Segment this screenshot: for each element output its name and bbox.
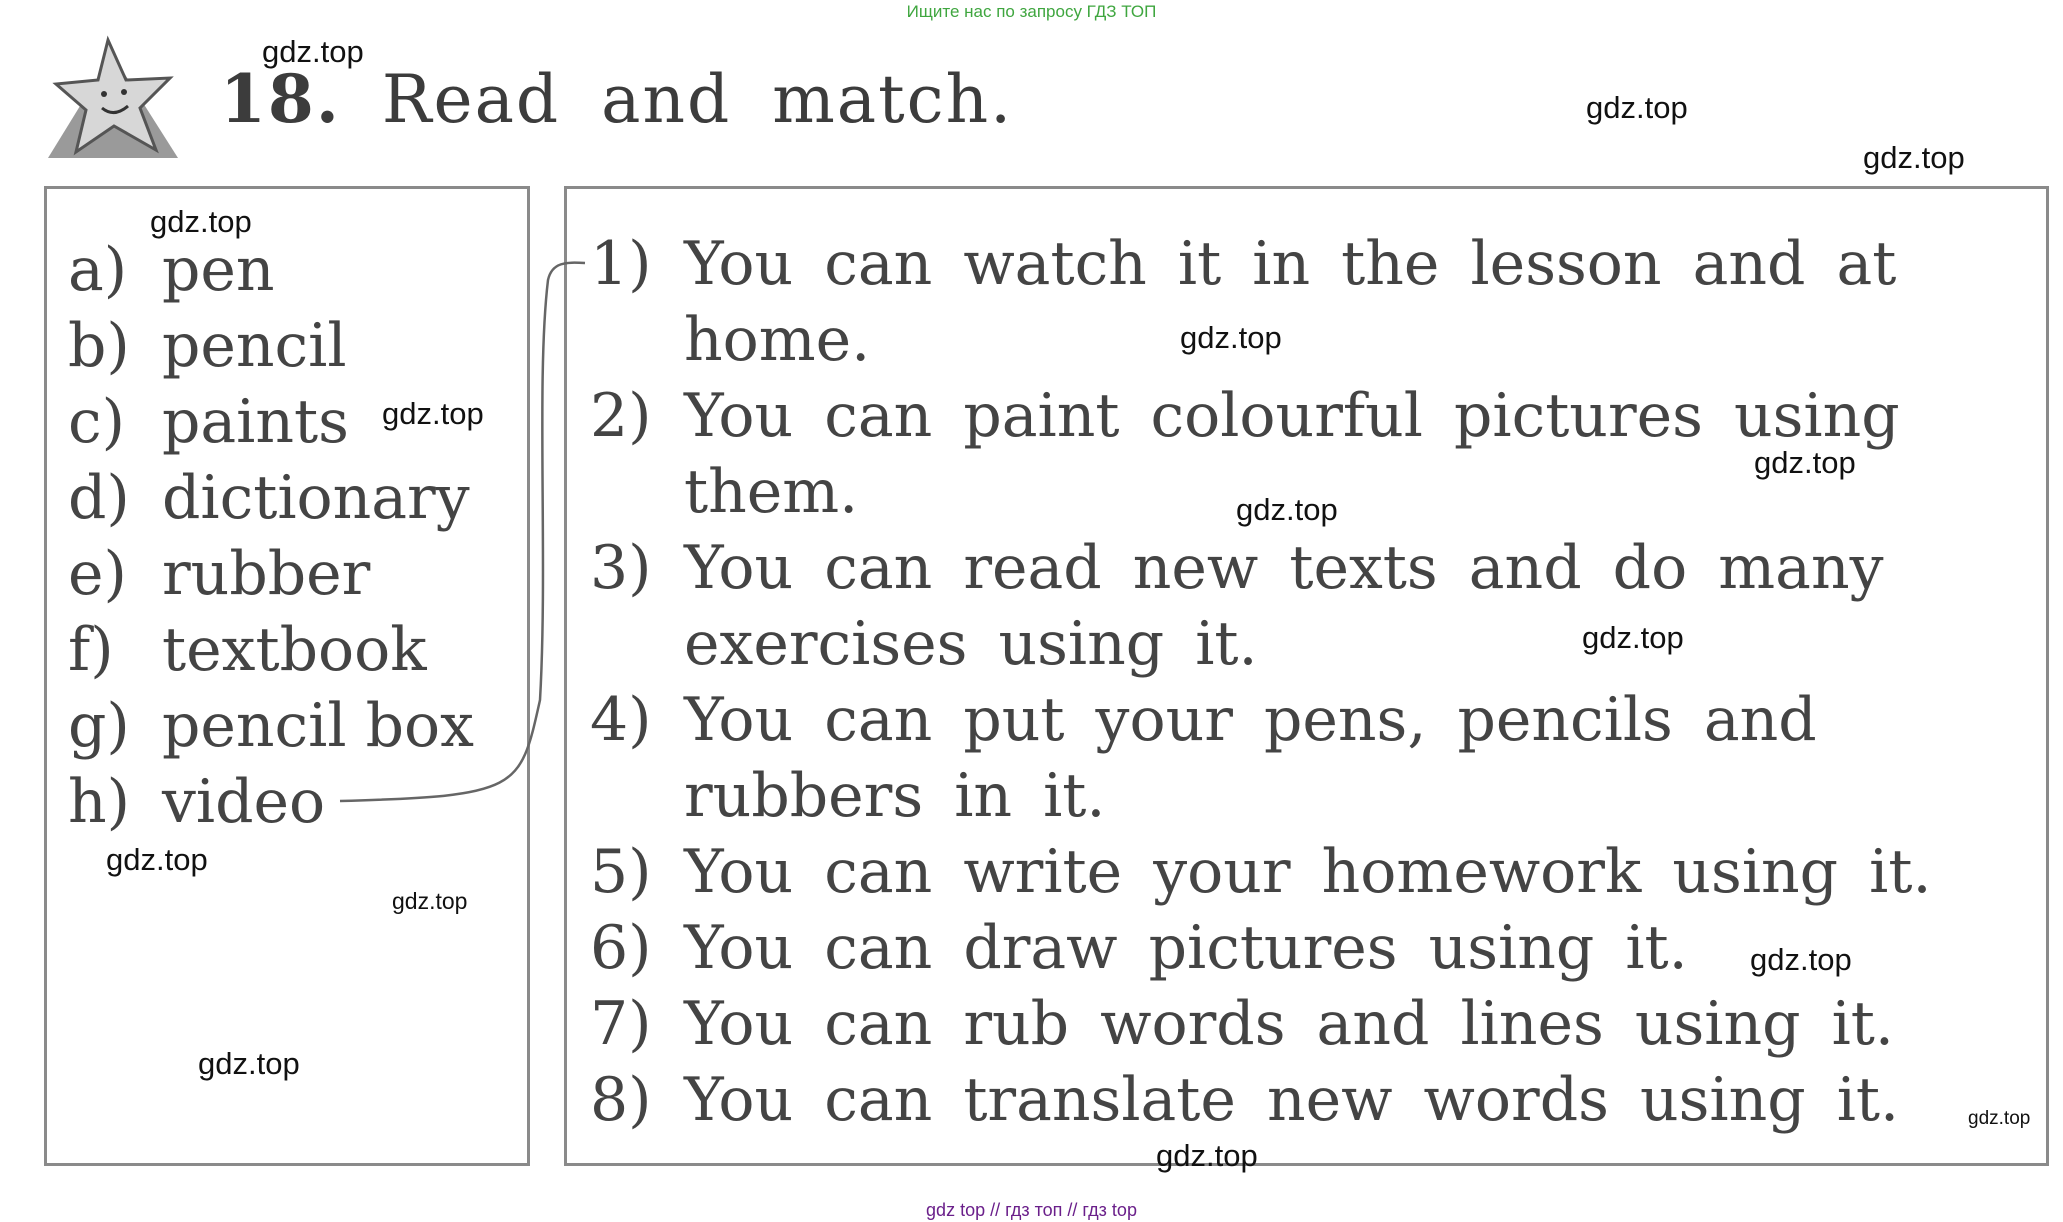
list-item: b) pencil — [68, 311, 347, 381]
list-item: 6) You can draw pictures using it. — [590, 913, 1688, 983]
list-item: f) textbook — [68, 615, 427, 685]
list-item: a) pen — [68, 235, 275, 305]
watermark: gdz.top — [1750, 942, 1852, 977]
list-item: 2) You can paint colourful pictures using them. — [590, 381, 1900, 527]
list-item: 8) You can translate new words using it. — [590, 1065, 1900, 1135]
watermark: gdz.top — [1863, 140, 1965, 175]
watermark: gdz.top — [1156, 1138, 1258, 1173]
exercise-heading: Read and match. — [381, 61, 1014, 138]
exercise-title — [220, 60, 1013, 138]
watermark: gdz.top — [1586, 90, 1688, 125]
exercise-number: 18. — [220, 60, 341, 138]
list-item: e) rubber — [68, 539, 371, 609]
list-item: 3) You can read new texts and do many exercises using it. — [590, 533, 1884, 679]
watermark: gdz.top — [198, 1046, 300, 1081]
list-item: h) video — [68, 767, 326, 837]
list-item: 7) You can rub words and lines using it. — [590, 989, 1894, 1059]
list-item: c) paints — [68, 387, 349, 457]
watermark: gdz.top — [1968, 1108, 2031, 1129]
sentence-list — [590, 226, 2030, 1138]
top-banner: Ищите нас по запросу ГДЗ ТОП — [906, 2, 1157, 21]
watermark: gdz.top — [382, 396, 484, 431]
list-item: g) pencil box — [68, 691, 474, 761]
footer-links[interactable]: gdz top // гдз топ // гдз top — [926, 1200, 1137, 1220]
list-item: 5) You can write your homework using it. — [590, 837, 1932, 907]
watermark: gdz.top — [1180, 320, 1282, 355]
watermark: gdz.top — [392, 888, 468, 914]
list-item: d) dictionary — [68, 463, 470, 533]
watermark: gdz.top — [1582, 620, 1684, 655]
watermark: gdz.top — [106, 842, 208, 877]
list-item: 4) You can put your pens, pencils and rubbers in it. — [590, 685, 1817, 831]
list-item: 1) You can watch it in the lesson and at home. — [590, 229, 1897, 375]
watermark: gdz.top — [1236, 492, 1338, 527]
word-list — [68, 232, 474, 840]
watermark: gdz.top — [1754, 445, 1856, 480]
watermark: gdz.top — [150, 204, 252, 239]
watermark: gdz.top — [262, 34, 364, 69]
